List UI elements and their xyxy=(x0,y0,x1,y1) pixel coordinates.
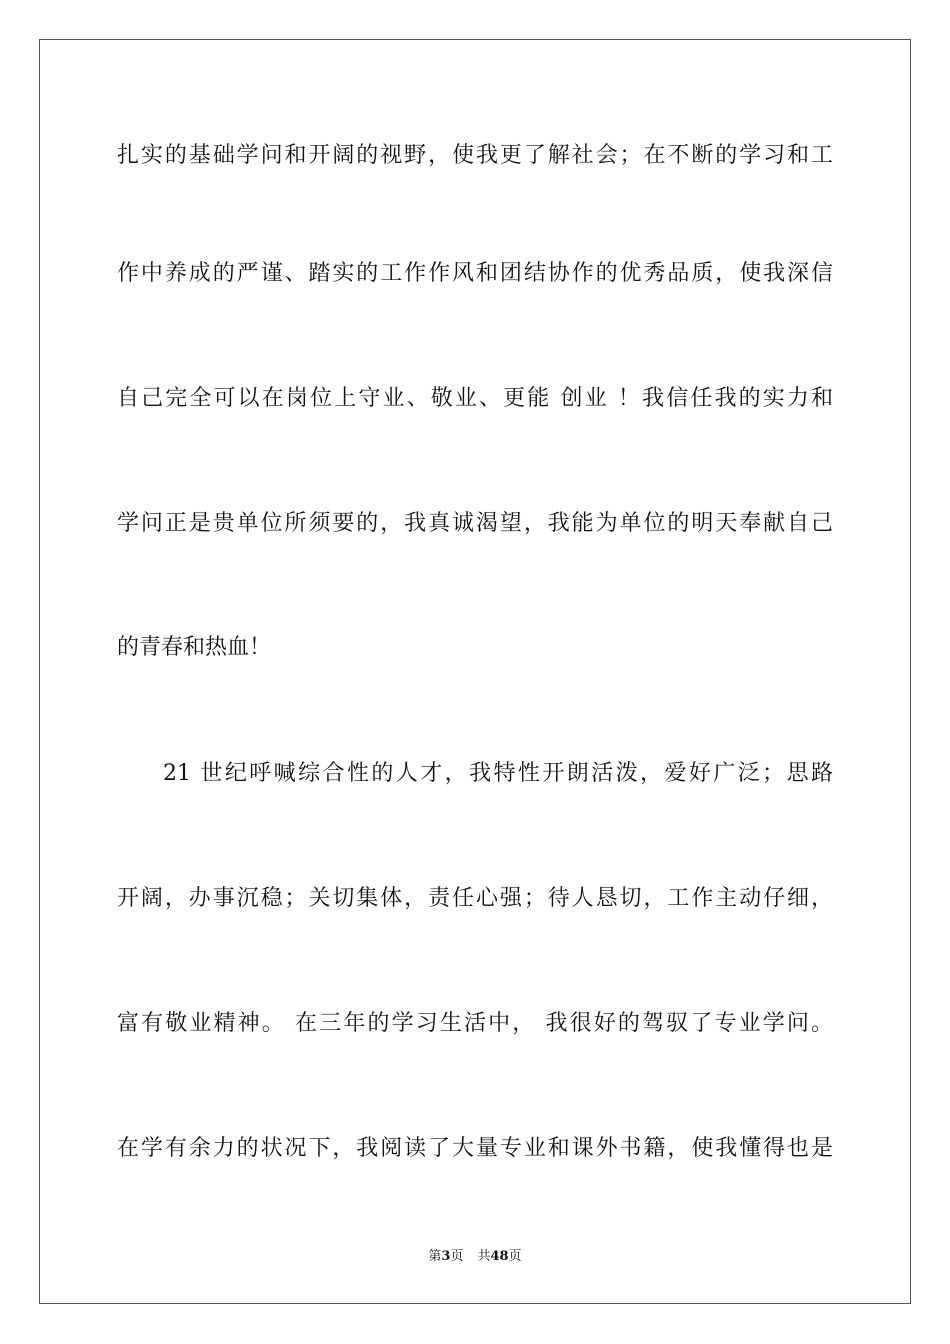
text-line-6: 21 世纪呼喊综合性的人才，我特性开朗活泼，爱好广泛；思路 xyxy=(163,761,833,786)
text-line-9: 在学有余力的状况下，我阅读了大量专业和课外书籍，使我懂得也是 xyxy=(117,1136,833,1161)
footer-page-prefix: 第 xyxy=(428,1249,442,1264)
footer-total-pages: 48 xyxy=(490,1249,509,1264)
footer-total-prefix: 共 xyxy=(477,1249,491,1264)
footer-total-suffix: 页 xyxy=(508,1249,522,1264)
text-line-5: 的青春和热血！ xyxy=(117,635,272,660)
text-line-8: 富有敬业精神。 在三年的学习生活中， 我很好的驾驭了专业学问。 xyxy=(117,1011,833,1036)
page-border xyxy=(39,39,911,1304)
page-footer xyxy=(0,1248,950,1266)
footer-page-suffix: 页 xyxy=(450,1249,464,1264)
footer-page-number: 3 xyxy=(441,1249,451,1264)
text-line-1: 扎实的基础学问和开阔的视野，使我更了解社会；在不断的学习和工 xyxy=(117,143,833,168)
text-line-3: 自己完全可以在岗位上守业、敬业、更能 创业 ！我信任我的实力和 xyxy=(117,386,833,411)
text-line-2: 作中养成的严谨、踏实的工作作风和团结协作的优秀品质，使我深信 xyxy=(117,261,833,286)
text-line-4: 学问正是贵单位所须要的，我真诚渴望，我能为单位的明天奉献自己 xyxy=(117,511,833,536)
text-line-7: 开阔，办事沉稳；关切集体，责任心强；待人恳切，工作主动仔细， xyxy=(117,886,833,911)
